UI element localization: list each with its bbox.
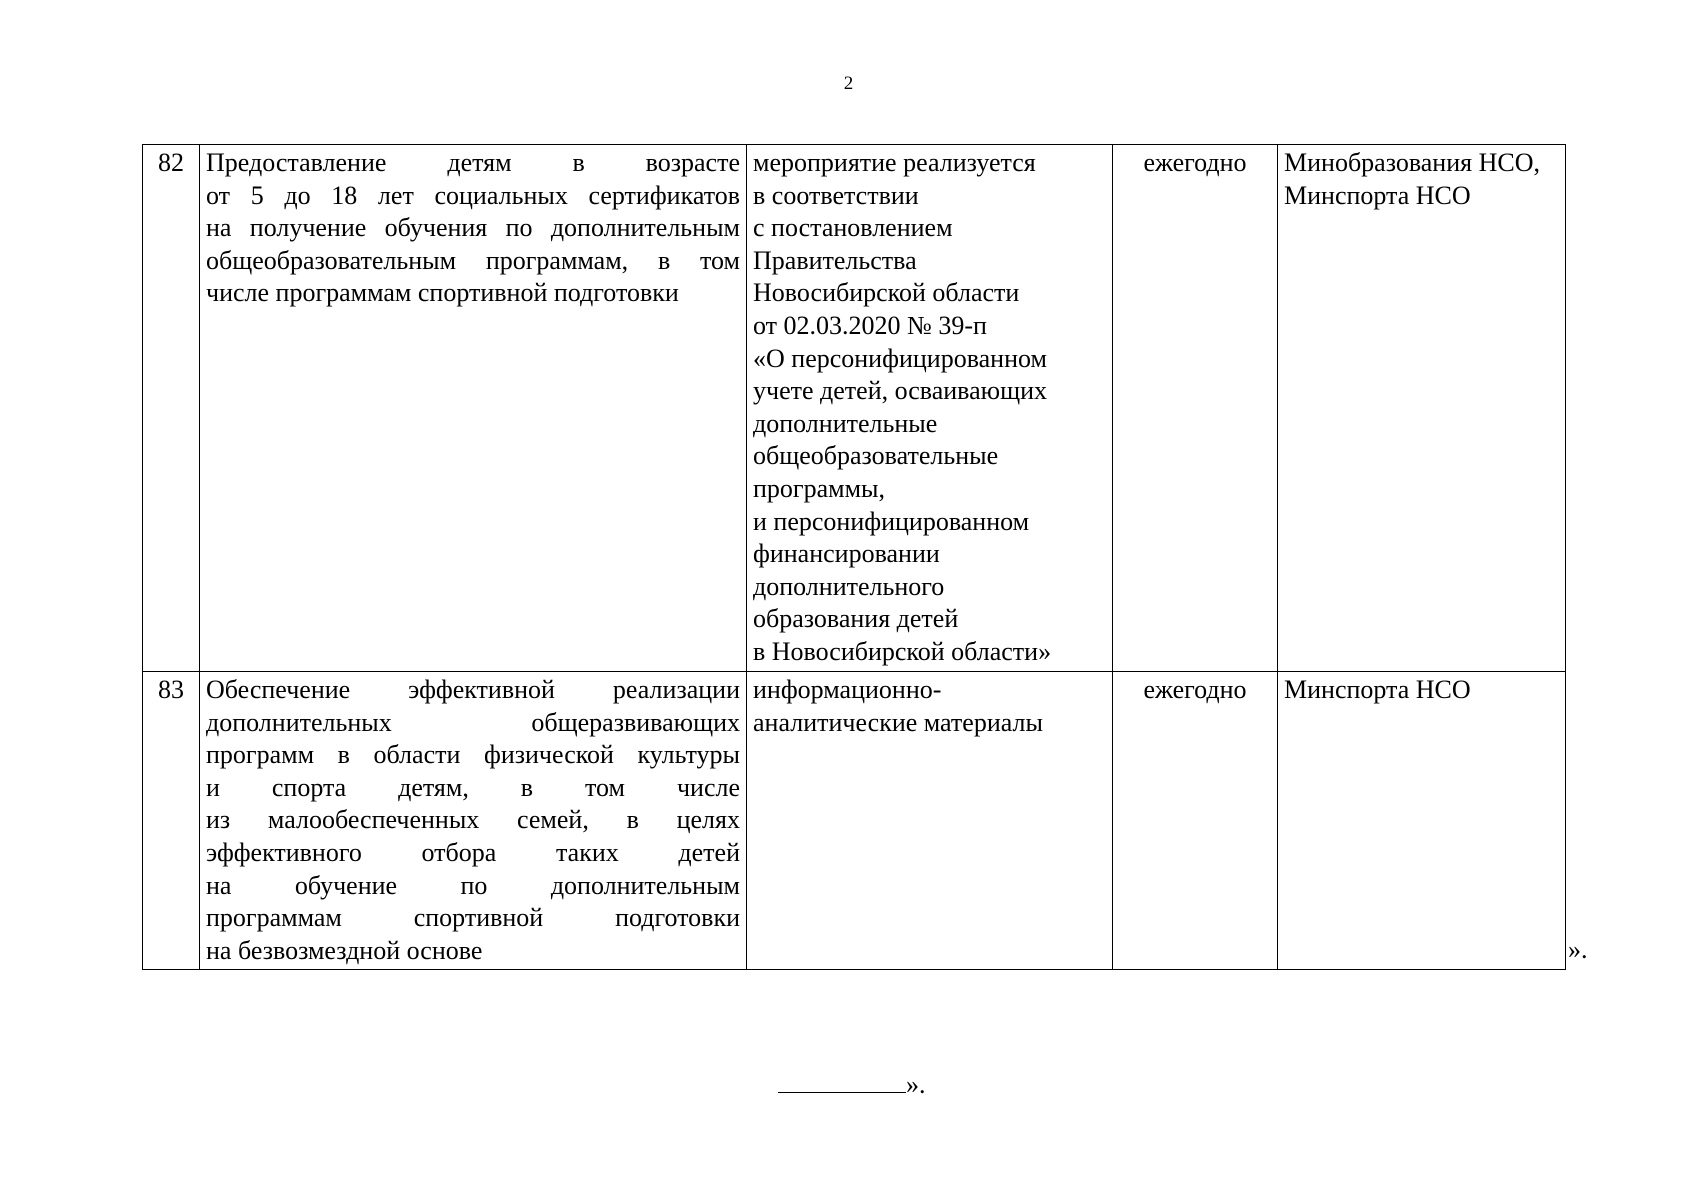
measure-name: [200, 672, 747, 970]
document-end-mark: [778, 1069, 926, 1101]
measures-table: [142, 144, 1566, 970]
completion-form: информационно- аналитические материалы: [747, 672, 1113, 970]
term: ежегодно: [1113, 145, 1278, 672]
measure-name-line: Предоставление детям в возрасте: [206, 148, 740, 177]
measure-name-line: на безвозмездной основе: [206, 935, 483, 965]
measure-name-line: дополнительных общеразвивающих: [206, 707, 740, 737]
row-number: 83: [143, 672, 200, 970]
table-closing-quote: ».: [1568, 935, 1588, 964]
end-quote: ».: [906, 1070, 926, 1099]
completion-form: мероприятие реализуется в соответствии с постановлением Правительства Новосибирской области от 02.03.2020 № 39-п «О персонифицированном учете детей, осваивающих дополнительные общеобразовательные программы, и персонифицированном финансировании дополнительного образования детей в Новосибирской области»: [747, 145, 1113, 672]
row-number: 82: [143, 145, 200, 672]
end-rule: [778, 1070, 906, 1093]
measure-name-line: от 5 до 18 лет социальных сертификатов: [206, 180, 740, 210]
table-row: [143, 672, 1566, 970]
measure-name-line: Обеспечение эффективной реализации: [206, 675, 740, 704]
measure-name-line: на обучение по дополнительным: [206, 870, 740, 900]
measure-name-line: и спорта детям, в том числе: [206, 772, 740, 802]
page-number: 2: [843, 73, 854, 94]
measure-name-line: программам спортивной подготовки: [206, 903, 740, 933]
measure-name-line: числе программам спортивной подготовки: [206, 278, 679, 308]
term: ежегодно: [1113, 672, 1278, 970]
measure-name-line: из малообеспеченных семей, в целях: [206, 805, 740, 835]
responsible-executor: Минспорта НСО: [1278, 672, 1566, 970]
measure-name-line: программ в области физической культуры: [206, 740, 740, 770]
measure-name: [200, 145, 747, 672]
measure-name-line: на получение обучения по дополнительным: [206, 213, 740, 243]
measure-name-line: общеобразовательным программам, в том: [206, 245, 740, 275]
table-row: [143, 145, 1566, 672]
responsible-executor: Минобразования НСО, Минспорта НСО: [1278, 145, 1566, 672]
measure-name-line: эффективного отбора таких детей: [206, 837, 740, 867]
